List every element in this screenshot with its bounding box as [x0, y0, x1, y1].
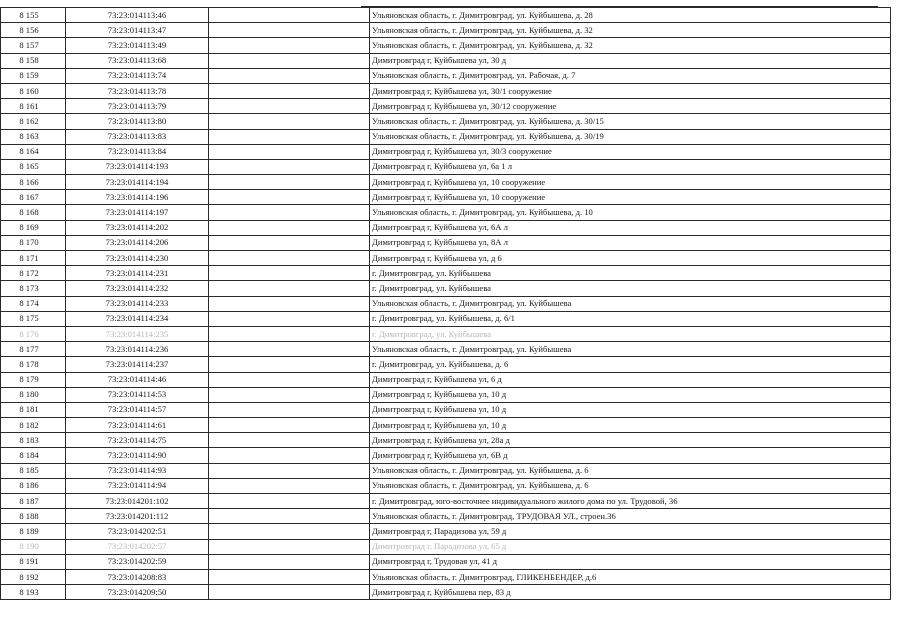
- row-number-cell: 8 183: [1, 433, 66, 448]
- table-row: [1, 23, 891, 38]
- cadastral-number-cell: 73:23:014113:78: [66, 83, 209, 98]
- address-cell: Димитровград г, Куйбышева ул, 6 д: [370, 372, 891, 387]
- table-row: [1, 494, 891, 509]
- cadastral-number-cell: 73:23:014202:59: [66, 554, 209, 569]
- cadastral-number-cell: 73:23:014114:202: [66, 220, 209, 235]
- address-cell: Димитровград г, Куйбышева ул, 8А л: [370, 235, 891, 250]
- empty-cell: [209, 235, 370, 250]
- row-number-cell: 8 177: [1, 342, 66, 357]
- address-cell: Димитровград г, Куйбышева ул, 30 д: [370, 53, 891, 68]
- empty-cell: [209, 418, 370, 433]
- empty-cell: [209, 38, 370, 53]
- table-row: [1, 539, 891, 554]
- empty-cell: [209, 144, 370, 159]
- address-cell: Ульяновская область, г. Димитровград, ул. Куйбышева, д. 10: [370, 205, 891, 220]
- cadastral-number-cell: 73:23:014113:49: [66, 38, 209, 53]
- cadastral-number-cell: 73:23:014114:236: [66, 342, 209, 357]
- address-cell: Димитровград г, Парадизова ул, 65 д: [370, 539, 891, 554]
- register-sheet: [0, 7, 901, 600]
- cadastral-number-cell: 73:23:014114:234: [66, 311, 209, 326]
- row-number-cell: 8 170: [1, 235, 66, 250]
- address-cell: Димитровград г, Куйбышева ул, 10 д: [370, 418, 891, 433]
- address-cell: Ульяновская область, г. Димитровград, ТРУДОВАЯ УЛ., строен.36: [370, 509, 891, 524]
- cadastral-number-cell: 73:23:014114:90: [66, 448, 209, 463]
- address-cell: Димитровград г, Куйбышева ул, 6В д: [370, 448, 891, 463]
- table-row: [1, 569, 891, 584]
- table-row: [1, 114, 891, 129]
- address-cell: Ульяновская область, г. Димитровград, ул. Куйбышева: [370, 342, 891, 357]
- address-cell: Ульяновская область, г. Димитровград, ул. Куйбышева, д. 30/19: [370, 129, 891, 144]
- empty-cell: [209, 83, 370, 98]
- address-cell: Димитровград г, Куйбышева ул, 30/12 сооружение: [370, 99, 891, 114]
- cadastral-number-cell: 73:23:014114:194: [66, 175, 209, 190]
- address-cell: г. Димитровград, ул. Куйбышева, д. 6: [370, 357, 891, 372]
- empty-cell: [209, 448, 370, 463]
- address-cell: Димитровград г, Куйбышева ул, 28а д: [370, 433, 891, 448]
- address-cell: Димитровград г, Куйбышева ул, 10 д: [370, 402, 891, 417]
- row-number-cell: 8 172: [1, 266, 66, 281]
- address-cell: Димитровград г, Куйбышева ул, 6А л: [370, 220, 891, 235]
- property-register-table: [0, 7, 891, 600]
- table-row: [1, 159, 891, 174]
- address-cell: г. Димитровград, ул. Куйбышева, д. 6/1: [370, 311, 891, 326]
- table-row: [1, 387, 891, 402]
- empty-cell: [209, 478, 370, 493]
- cadastral-number-cell: 73:23:014113:80: [66, 114, 209, 129]
- cadastral-number-cell: 73:23:014113:83: [66, 129, 209, 144]
- row-number-cell: 8 178: [1, 357, 66, 372]
- row-number-cell: 8 188: [1, 509, 66, 524]
- row-number-cell: 8 181: [1, 402, 66, 417]
- empty-cell: [209, 585, 370, 600]
- address-cell: Ульяновская область, г. Димитровград, ул. Куйбышева, д. 6: [370, 463, 891, 478]
- row-number-cell: 8 165: [1, 159, 66, 174]
- empty-cell: [209, 433, 370, 448]
- empty-cell: [209, 326, 370, 341]
- table-row: [1, 326, 891, 341]
- table-row: [1, 402, 891, 417]
- empty-cell: [209, 205, 370, 220]
- address-cell: Ульяновская область, г. Димитровград, ул. Куйбышева, д. 28: [370, 8, 891, 23]
- table-row: [1, 463, 891, 478]
- address-cell: Ульяновская область, г. Димитровград, ул. Куйбышева: [370, 296, 891, 311]
- address-cell: Димитровград г, Куйбышева ул, 10 сооружение: [370, 190, 891, 205]
- empty-cell: [209, 129, 370, 144]
- row-number-cell: 8 185: [1, 463, 66, 478]
- table-row: [1, 220, 891, 235]
- cadastral-number-cell: 73:23:014113:68: [66, 53, 209, 68]
- row-number-cell: 8 156: [1, 23, 66, 38]
- table-row: [1, 524, 891, 539]
- empty-cell: [209, 357, 370, 372]
- cadastral-number-cell: 73:23:014202:57: [66, 539, 209, 554]
- address-cell: Ульяновская область, г. Димитровград, ул. Куйбышева, д. 32: [370, 23, 891, 38]
- row-number-cell: 8 168: [1, 205, 66, 220]
- row-number-cell: 8 164: [1, 144, 66, 159]
- row-number-cell: 8 155: [1, 8, 66, 23]
- row-number-cell: 8 174: [1, 296, 66, 311]
- cadastral-number-cell: 73:23:014113:74: [66, 68, 209, 83]
- row-number-cell: 8 158: [1, 53, 66, 68]
- row-number-cell: 8 171: [1, 251, 66, 266]
- table-row: [1, 205, 891, 220]
- empty-cell: [209, 387, 370, 402]
- cadastral-number-cell: 73:23:014114:235: [66, 326, 209, 341]
- address-cell: Ульяновская область, г. Димитровград, ул. Куйбышева, д. 32: [370, 38, 891, 53]
- table-body: [1, 8, 891, 600]
- row-number-cell: 8 162: [1, 114, 66, 129]
- empty-cell: [209, 159, 370, 174]
- table-row: [1, 372, 891, 387]
- row-number-cell: 8 193: [1, 585, 66, 600]
- address-cell: г. Димитровград, юго-восточнее индивидуального жилого дома по ул. Трудовой, 36: [370, 494, 891, 509]
- cadastral-number-cell: 73:23:014114:61: [66, 418, 209, 433]
- table-row: [1, 38, 891, 53]
- row-number-cell: 8 160: [1, 83, 66, 98]
- address-cell: г. Димитровград, ул. Куйбышева: [370, 326, 891, 341]
- cadastral-number-cell: 73:23:014114:46: [66, 372, 209, 387]
- empty-cell: [209, 524, 370, 539]
- empty-cell: [209, 99, 370, 114]
- table-row: [1, 68, 891, 83]
- table-row: [1, 281, 891, 296]
- table-row: [1, 53, 891, 68]
- cadastral-number-cell: 73:23:014114:53: [66, 387, 209, 402]
- table-row: [1, 357, 891, 372]
- table-row: [1, 129, 891, 144]
- table-row: [1, 448, 891, 463]
- cadastral-number-cell: 73:23:014113:47: [66, 23, 209, 38]
- empty-cell: [209, 372, 370, 387]
- address-cell: Димитровград г, Куйбышева ул, 30/1 сооружение: [370, 83, 891, 98]
- address-cell: г. Димитровград, ул. Куйбышева: [370, 281, 891, 296]
- table-row: [1, 144, 891, 159]
- table-row: [1, 478, 891, 493]
- empty-cell: [209, 190, 370, 205]
- cadastral-number-cell: 73:23:014202:51: [66, 524, 209, 539]
- address-cell: Димитровград г, Трудовая ул, 41 д: [370, 554, 891, 569]
- table-row: [1, 190, 891, 205]
- address-cell: Димитровград г, Куйбышева пер, 83 д: [370, 585, 891, 600]
- empty-cell: [209, 68, 370, 83]
- cadastral-number-cell: 73:23:014114:93: [66, 463, 209, 478]
- address-cell: Димитровград г, Куйбышева ул, д 6: [370, 251, 891, 266]
- cadastral-number-cell: 73:23:014114:232: [66, 281, 209, 296]
- cadastral-number-cell: 73:23:014201:102: [66, 494, 209, 509]
- empty-cell: [209, 175, 370, 190]
- table-row: [1, 235, 891, 250]
- table-row: [1, 99, 891, 114]
- row-number-cell: 8 191: [1, 554, 66, 569]
- address-cell: Димитровград г, Куйбышева ул, 10 д: [370, 387, 891, 402]
- empty-cell: [209, 23, 370, 38]
- address-cell: Ульяновская область, г. Димитровград, ул. Куйбышева, д. 30/15: [370, 114, 891, 129]
- address-cell: Димитровград г, Куйбышева ул, 10 сооружение: [370, 175, 891, 190]
- row-number-cell: 8 159: [1, 68, 66, 83]
- table-row: [1, 585, 891, 600]
- cadastral-number-cell: 73:23:014114:193: [66, 159, 209, 174]
- address-cell: Ульяновская область, г. Димитровград, ГЛИКЕНБЕНДЕР, д.6: [370, 569, 891, 584]
- table-row: [1, 83, 891, 98]
- table-row: [1, 342, 891, 357]
- cadastral-number-cell: 73:23:014114:75: [66, 433, 209, 448]
- empty-cell: [209, 494, 370, 509]
- row-number-cell: 8 182: [1, 418, 66, 433]
- cadastral-number-cell: 73:23:014114:233: [66, 296, 209, 311]
- row-number-cell: 8 179: [1, 372, 66, 387]
- cadastral-number-cell: 73:23:014113:84: [66, 144, 209, 159]
- table-row: [1, 509, 891, 524]
- row-number-cell: 8 163: [1, 129, 66, 144]
- empty-cell: [209, 539, 370, 554]
- empty-cell: [209, 463, 370, 478]
- address-cell: Ульяновская область, г. Димитровград, ул. Рабочая, д. 7: [370, 68, 891, 83]
- row-number-cell: 8 166: [1, 175, 66, 190]
- empty-cell: [209, 114, 370, 129]
- empty-cell: [209, 402, 370, 417]
- row-number-cell: 8 186: [1, 478, 66, 493]
- table-row: [1, 266, 891, 281]
- cadastral-number-cell: 73:23:014201:112: [66, 509, 209, 524]
- cadastral-number-cell: 73:23:014114:57: [66, 402, 209, 417]
- row-number-cell: 8 192: [1, 569, 66, 584]
- empty-cell: [209, 569, 370, 584]
- cadastral-number-cell: 73:23:014209:50: [66, 585, 209, 600]
- empty-cell: [209, 311, 370, 326]
- row-number-cell: 8 176: [1, 326, 66, 341]
- cadastral-number-cell: 73:23:014114:197: [66, 205, 209, 220]
- row-number-cell: 8 169: [1, 220, 66, 235]
- empty-cell: [209, 251, 370, 266]
- empty-cell: [209, 220, 370, 235]
- row-number-cell: 8 173: [1, 281, 66, 296]
- empty-cell: [209, 342, 370, 357]
- empty-cell: [209, 509, 370, 524]
- table-row: [1, 554, 891, 569]
- row-number-cell: 8 187: [1, 494, 66, 509]
- empty-cell: [209, 53, 370, 68]
- cadastral-number-cell: 73:23:014113:46: [66, 8, 209, 23]
- empty-cell: [209, 554, 370, 569]
- row-number-cell: 8 175: [1, 311, 66, 326]
- cadastral-number-cell: 73:23:014114:231: [66, 266, 209, 281]
- address-cell: г. Димитровград, ул. Куйбышева: [370, 266, 891, 281]
- row-number-cell: 8 157: [1, 38, 66, 53]
- address-cell: Димитровград г, Куйбышева ул, 30/3 сооружение: [370, 144, 891, 159]
- cadastral-number-cell: 73:23:014114:196: [66, 190, 209, 205]
- empty-cell: [209, 281, 370, 296]
- cadastral-number-cell: 73:23:014114:230: [66, 251, 209, 266]
- table-row: [1, 8, 891, 23]
- cadastral-number-cell: 73:23:014114:206: [66, 235, 209, 250]
- row-number-cell: 8 189: [1, 524, 66, 539]
- address-cell: Димитровград г, Куйбышева ул, 6а 1 л: [370, 159, 891, 174]
- cadastral-number-cell: 73:23:014114:237: [66, 357, 209, 372]
- row-number-cell: 8 180: [1, 387, 66, 402]
- row-number-cell: 8 184: [1, 448, 66, 463]
- table-row: [1, 418, 891, 433]
- empty-cell: [209, 8, 370, 23]
- table-row: [1, 311, 891, 326]
- row-number-cell: 8 167: [1, 190, 66, 205]
- empty-cell: [209, 296, 370, 311]
- cadastral-number-cell: 73:23:014114:94: [66, 478, 209, 493]
- row-number-cell: 8 190: [1, 539, 66, 554]
- cadastral-number-cell: 73:23:014113:79: [66, 99, 209, 114]
- empty-cell: [209, 266, 370, 281]
- table-row: [1, 433, 891, 448]
- address-cell: Димитровград г, Парадизова ул, 59 д: [370, 524, 891, 539]
- row-number-cell: 8 161: [1, 99, 66, 114]
- table-row: [1, 296, 891, 311]
- cadastral-number-cell: 73:23:014208:83: [66, 569, 209, 584]
- table-row: [1, 175, 891, 190]
- address-cell: Ульяновская область, г. Димитровград, ул. Куйбышева, д. 6: [370, 478, 891, 493]
- table-row: [1, 251, 891, 266]
